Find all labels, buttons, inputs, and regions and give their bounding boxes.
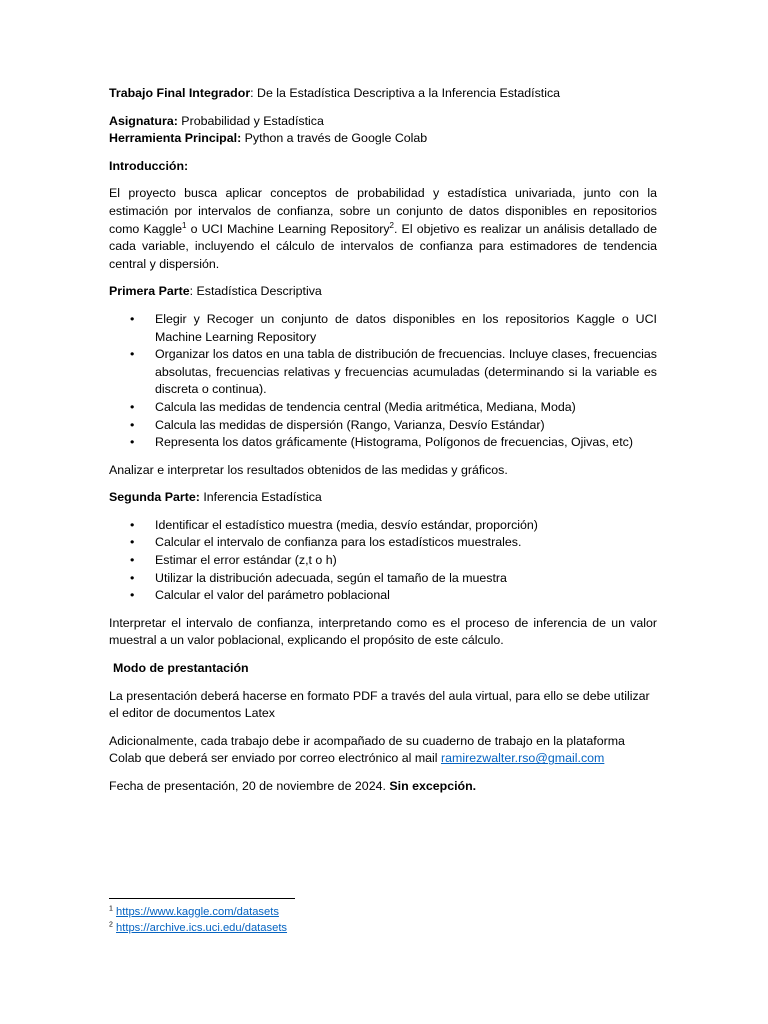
list-item — [109, 417, 657, 435]
footnote-link-kaggle[interactable]: https://www.kaggle.com/datasets — [116, 906, 279, 918]
part2-label: Segunda Parte: — [109, 490, 200, 505]
list-item-text: Estimar el error estándar (z,t o h) — [155, 553, 337, 568]
list-item — [109, 587, 657, 605]
bullet-icon: • — [130, 553, 135, 568]
tool-text: Python a través de Google Colab — [241, 131, 428, 146]
part2-list — [109, 517, 657, 605]
due-date — [109, 778, 657, 796]
bullet-icon: • — [130, 588, 135, 603]
document-body — [109, 85, 657, 806]
list-item — [109, 552, 657, 570]
part1-title: : Estadística Descriptiva — [189, 284, 322, 299]
intro-text-2: o UCI Machine Learning Repository — [186, 221, 390, 236]
part1-closing: Analizar e interpretar los resultados obtenidos de las medidas y gráficos. — [109, 462, 508, 477]
part1-label: Primera Parte — [109, 284, 190, 299]
presentation-heading-text: Modo de prestantación — [113, 661, 249, 676]
intro-text-3: . El objetivo es realizar un análisis detallado de cada variable, incluyendo el cálculo de intervalos de confianza para estimadores de tendencia central y dispersión. — [109, 221, 657, 271]
part1-list — [109, 311, 657, 452]
list-item-text: Representa los datos gráficamente (Histograma, Polígonos de frecuencias, Ojivas, etc) — [155, 435, 633, 450]
list-item — [109, 346, 657, 399]
footnote-1 — [109, 905, 657, 921]
list-item — [109, 570, 657, 588]
part2-heading — [109, 489, 657, 507]
subject-text: Probabilidad y Estadística — [177, 113, 324, 128]
course-info — [109, 113, 657, 148]
list-item-text: Elegir y Recoger un conjunto de datos disponibles en los repositorios Kaggle o UCI Machine Learning Repository — [155, 311, 657, 344]
intro-heading — [109, 158, 657, 176]
bullet-icon: • — [130, 435, 135, 450]
presentation-paragraph-2 — [109, 733, 657, 768]
list-item — [109, 311, 657, 346]
due-date-text: Fecha de presentación, 20 de noviembre de 2024. — [109, 779, 390, 793]
intro-heading-text: Introducción: — [109, 158, 189, 173]
footnote-2 — [109, 921, 657, 937]
bullet-icon: • — [130, 417, 135, 432]
list-item — [109, 399, 657, 417]
due-date-emphasis: Sin excepción. — [389, 779, 477, 793]
footnote-mark: 2 — [109, 920, 113, 928]
footnote-separator — [109, 898, 295, 899]
part2-closing: Interpretar el intervalo de confianza, interpretando como es el proceso de inferencia de un valor muestral a un valor poblacional, explicando el propósito de este cálculo. — [109, 615, 657, 648]
list-item-text: Calcula las medidas de tendencia central (Media aritmética, Mediana, Moda) — [155, 399, 576, 414]
intro-text-1: El proyecto busca aplicar conceptos de probabilidad y estadística univariada, junto con la estimación por intervalos de confianza, sobre un conjunto de datos disponibles en repositorios como Kaggle — [109, 186, 657, 236]
bullet-icon: • — [130, 535, 135, 550]
list-item — [109, 434, 657, 452]
footnotes — [109, 898, 657, 936]
presentation-text: Adicionalmente, cada trabajo debe ir acompañado de su cuaderno de trabajo en la plataforma Colab que deberá ser enviado por correo electrónico al mail — [109, 733, 625, 766]
part2-title: Inferencia Estadística — [199, 490, 322, 505]
email-link[interactable]: ramirezwalter.rso@gmail.com — [440, 751, 605, 766]
list-item-text: Calcular el intervalo de confianza para los estadísticos muestrales. — [155, 535, 522, 550]
subject-label: Asignatura: — [109, 113, 178, 128]
list-item-text: Utilizar la distribución adecuada, según el tamaño de la muestra — [155, 570, 507, 585]
footnote-mark: 1 — [109, 905, 113, 913]
intro-paragraph — [109, 185, 657, 273]
bullet-icon: • — [130, 517, 135, 532]
bullet-icon: • — [130, 311, 135, 326]
bullet-icon: • — [130, 347, 135, 362]
list-item-text: Identificar el estadístico muestra (media, desvío estándar, proporción) — [155, 517, 538, 532]
footnote-ref-1[interactable]: 1 — [182, 220, 187, 230]
bullet-icon: • — [130, 399, 135, 414]
list-item-text: Calcular el valor del parámetro poblacional — [155, 588, 390, 603]
part1-heading — [109, 283, 657, 301]
title-text: : De la Estadística Descriptiva a la Inferencia Estadística — [250, 86, 561, 100]
title-label: Trabajo Final Integrador — [109, 86, 251, 100]
presentation-heading — [109, 660, 657, 678]
bullet-icon: • — [130, 570, 135, 585]
list-item-text: Calcula las medidas de dispersión (Rango, Varianza, Desvío Estándar) — [155, 417, 545, 432]
footnote-link-uci[interactable]: https://archive.ics.uci.edu/datasets — [116, 921, 288, 934]
list-item — [109, 534, 657, 552]
document-title — [109, 85, 657, 103]
list-item — [109, 517, 657, 535]
list-item-text: Organizar los datos en una tabla de distribución de frecuencias. Incluye clases, frecuencias absolutas, frecuencias relativas y frecuencias acumuladas (determinando si la variable es discreta o continua). — [155, 347, 657, 397]
presentation-paragraph-1: La presentación deberá hacerse en formato PDF a través del aula virtual, para ello se debe utilizar el editor de documentos Latex — [109, 688, 650, 721]
tool-label: Herramienta Principal: — [109, 131, 242, 146]
footnote-ref-2[interactable]: 2 — [389, 220, 394, 230]
